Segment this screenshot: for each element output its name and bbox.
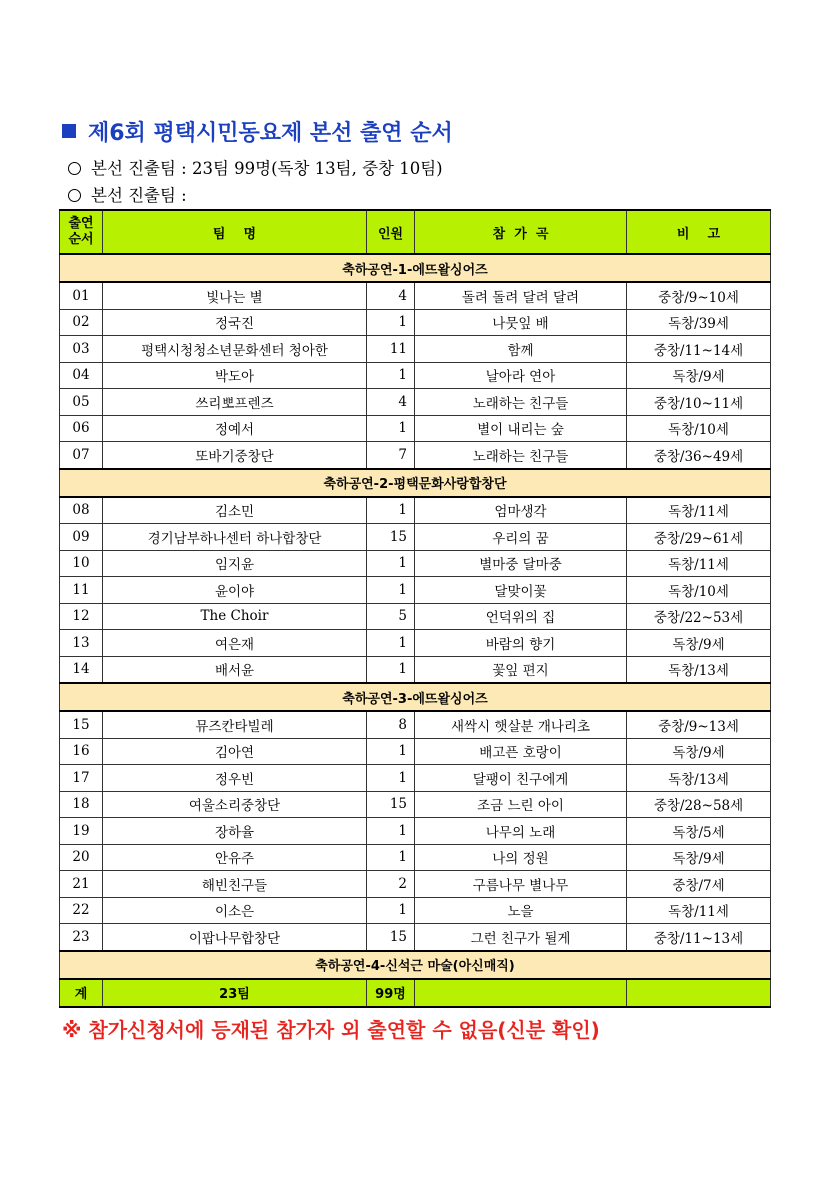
cell-song: 엄마생각 <box>415 497 627 524</box>
cell-order: 12 <box>60 603 103 630</box>
cell-song: 노래하는 친구들 <box>415 442 627 469</box>
cell-note: 중창/28~58세 <box>627 791 771 818</box>
header-count: 인원 <box>367 210 415 254</box>
cell-team: 뮤즈칸타빌레 <box>103 711 367 738</box>
section-title: 축하공연-3-에뜨왈싱어즈 <box>60 683 771 711</box>
cell-count: 1 <box>367 844 415 871</box>
table-row <box>60 711 771 738</box>
cell-order: 22 <box>60 897 103 924</box>
header-song: 참 가 곡 <box>415 210 627 254</box>
table-row <box>60 844 771 871</box>
header-order <box>60 210 103 254</box>
cell-team: 또바기중창단 <box>103 442 367 469</box>
cell-team: 여은재 <box>103 630 367 657</box>
cell-count: 1 <box>367 415 415 442</box>
cell-song: 배고픈 호랑이 <box>415 738 627 765</box>
info-line-2-text: 본선 진출팀 : <box>91 186 187 205</box>
cell-note: 독창/39세 <box>627 309 771 336</box>
cell-count: 1 <box>367 309 415 336</box>
cell-count: 1 <box>367 577 415 604</box>
cell-count: 15 <box>367 791 415 818</box>
cell-team: 정우빈 <box>103 765 367 792</box>
info-line-2 <box>68 182 187 206</box>
cell-count: 1 <box>367 630 415 657</box>
cell-order: 23 <box>60 924 103 951</box>
cell-note: 독창/13세 <box>627 765 771 792</box>
cell-team: 김소민 <box>103 497 367 524</box>
cell-note: 중창/22~53세 <box>627 603 771 630</box>
cell-team: 정국진 <box>103 309 367 336</box>
cell-team: 여울소리중창단 <box>103 791 367 818</box>
cell-note: 독창/9세 <box>627 738 771 765</box>
cell-order: 07 <box>60 442 103 469</box>
cell-count: 2 <box>367 871 415 898</box>
cell-note: 중창/9~10세 <box>627 282 771 309</box>
cell-order: 16 <box>60 738 103 765</box>
page-title <box>62 116 453 147</box>
cell-team: 배서윤 <box>103 656 367 683</box>
total-song <box>415 979 627 1007</box>
cell-count: 1 <box>367 897 415 924</box>
section-title: 축하공연-1-에뜨왈싱어즈 <box>60 254 771 282</box>
cell-order: 18 <box>60 791 103 818</box>
cell-count: 1 <box>367 550 415 577</box>
cell-song: 함께 <box>415 336 627 363</box>
table-row <box>60 656 771 683</box>
table-row <box>60 550 771 577</box>
section-row <box>60 683 771 711</box>
cell-team: 정예서 <box>103 415 367 442</box>
cell-order: 06 <box>60 415 103 442</box>
cell-team: 김아연 <box>103 738 367 765</box>
cell-song: 달맞이꽃 <box>415 577 627 604</box>
table-row <box>60 630 771 657</box>
table-row <box>60 924 771 951</box>
page-title-text: 제6회 평택시민동요제 본선 출연 순서 <box>88 121 453 146</box>
cell-team: 장하율 <box>103 818 367 845</box>
cell-note: 중창/29~61세 <box>627 524 771 551</box>
table-row <box>60 871 771 898</box>
info-line-1 <box>68 155 443 179</box>
cell-team: 박도아 <box>103 362 367 389</box>
cell-count: 1 <box>367 765 415 792</box>
table-row <box>60 738 771 765</box>
table-row <box>60 897 771 924</box>
cell-song: 노래하는 친구들 <box>415 389 627 416</box>
cell-count: 7 <box>367 442 415 469</box>
table-row <box>60 524 771 551</box>
table-row <box>60 791 771 818</box>
performance-order-table <box>59 209 771 1008</box>
table-row <box>60 336 771 363</box>
cell-team: 안유주 <box>103 844 367 871</box>
cell-note: 중창/11~13세 <box>627 924 771 951</box>
cell-note: 독창/11세 <box>627 550 771 577</box>
cell-count: 1 <box>367 497 415 524</box>
cell-note: 중창/10~11세 <box>627 389 771 416</box>
table-row <box>60 389 771 416</box>
table-row <box>60 818 771 845</box>
cell-song: 우리의 꿈 <box>415 524 627 551</box>
cell-song: 나무의 노래 <box>415 818 627 845</box>
cell-order: 17 <box>60 765 103 792</box>
cell-count: 8 <box>367 711 415 738</box>
cell-order: 10 <box>60 550 103 577</box>
circle-bullet-icon <box>68 162 81 175</box>
cell-order: 02 <box>60 309 103 336</box>
table-row <box>60 282 771 309</box>
section-row <box>60 951 771 979</box>
section-title: 축하공연-4-신석근 마술(아신매직) <box>60 951 771 979</box>
cell-order: 05 <box>60 389 103 416</box>
table-row <box>60 362 771 389</box>
cell-count: 1 <box>367 738 415 765</box>
table-header-row <box>60 210 771 254</box>
total-count: 99명 <box>367 979 415 1007</box>
cell-song: 별이 내리는 숲 <box>415 415 627 442</box>
cell-order: 20 <box>60 844 103 871</box>
cell-team: The Choir <box>103 603 367 630</box>
cell-song: 나의 정원 <box>415 844 627 871</box>
cell-order: 14 <box>60 656 103 683</box>
cell-team: 평택시청청소년문화센터 청아한 <box>103 336 367 363</box>
cell-order: 21 <box>60 871 103 898</box>
cell-team: 해빈친구들 <box>103 871 367 898</box>
cell-team: 이팝나무합창단 <box>103 924 367 951</box>
cell-order: 13 <box>60 630 103 657</box>
cell-count: 4 <box>367 282 415 309</box>
cell-note: 독창/5세 <box>627 818 771 845</box>
info-line-1-text: 본선 진출팀 : 23팀 99명(독창 13팀, 중창 10팀) <box>91 159 443 178</box>
cell-count: 1 <box>367 362 415 389</box>
total-label: 계 <box>60 979 103 1007</box>
cell-note: 독창/9세 <box>627 362 771 389</box>
cell-note: 독창/11세 <box>627 497 771 524</box>
cell-team: 임지윤 <box>103 550 367 577</box>
cell-count: 5 <box>367 603 415 630</box>
circle-bullet-icon <box>68 189 81 202</box>
cell-team: 이소은 <box>103 897 367 924</box>
cell-song: 날아라 연아 <box>415 362 627 389</box>
cell-song: 구름나무 별나무 <box>415 871 627 898</box>
cell-note: 독창/11세 <box>627 897 771 924</box>
cell-count: 4 <box>367 389 415 416</box>
cell-note: 독창/13세 <box>627 656 771 683</box>
table-row <box>60 442 771 469</box>
cell-song: 나뭇잎 배 <box>415 309 627 336</box>
cell-team: 쓰리뽀프렌즈 <box>103 389 367 416</box>
cell-song: 노을 <box>415 897 627 924</box>
header-team: 팀 명 <box>103 210 367 254</box>
square-bullet-icon <box>62 124 76 138</box>
cell-team: 빛나는 별 <box>103 282 367 309</box>
cell-order: 03 <box>60 336 103 363</box>
cell-song: 그런 친구가 될게 <box>415 924 627 951</box>
cell-song: 새싹시 햇살분 개나리초 <box>415 711 627 738</box>
footnote: ※ 참가신청서에 등재된 참가자 외 출연할 수 없음(신분 확인) <box>62 1018 600 1042</box>
cell-order: 15 <box>60 711 103 738</box>
cell-note: 중창/9~13세 <box>627 711 771 738</box>
cell-order: 04 <box>60 362 103 389</box>
table-row <box>60 603 771 630</box>
header-order-text: 출연 순서 <box>68 216 94 247</box>
total-note <box>627 979 771 1007</box>
table-row <box>60 765 771 792</box>
table-row <box>60 497 771 524</box>
table-row <box>60 577 771 604</box>
cell-song: 별마중 달마중 <box>415 550 627 577</box>
section-title: 축하공연-2-평택문화사랑합창단 <box>60 469 771 497</box>
cell-order: 19 <box>60 818 103 845</box>
cell-note: 독창/10세 <box>627 577 771 604</box>
cell-count: 1 <box>367 818 415 845</box>
cell-note: 독창/9세 <box>627 630 771 657</box>
cell-song: 바람의 향기 <box>415 630 627 657</box>
cell-note: 중창/7세 <box>627 871 771 898</box>
cell-count: 15 <box>367 524 415 551</box>
header-note: 비 고 <box>627 210 771 254</box>
cell-song: 돌려 돌려 달려 달려 <box>415 282 627 309</box>
section-row <box>60 469 771 497</box>
cell-note: 중창/11~14세 <box>627 336 771 363</box>
table-row <box>60 309 771 336</box>
cell-song: 언덕위의 집 <box>415 603 627 630</box>
cell-order: 11 <box>60 577 103 604</box>
cell-song: 조금 느린 아이 <box>415 791 627 818</box>
total-row <box>60 979 771 1007</box>
cell-count: 11 <box>367 336 415 363</box>
cell-team: 경기남부하나센터 하나합창단 <box>103 524 367 551</box>
cell-note: 독창/10세 <box>627 415 771 442</box>
cell-order: 09 <box>60 524 103 551</box>
section-row <box>60 254 771 282</box>
cell-order: 01 <box>60 282 103 309</box>
total-team: 23팀 <box>103 979 367 1007</box>
cell-order: 08 <box>60 497 103 524</box>
table-row <box>60 415 771 442</box>
cell-count: 15 <box>367 924 415 951</box>
cell-note: 독창/9세 <box>627 844 771 871</box>
cell-count: 1 <box>367 656 415 683</box>
cell-song: 달팽이 친구에게 <box>415 765 627 792</box>
cell-team: 윤이야 <box>103 577 367 604</box>
cell-note: 중창/36~49세 <box>627 442 771 469</box>
cell-song: 꽃잎 편지 <box>415 656 627 683</box>
